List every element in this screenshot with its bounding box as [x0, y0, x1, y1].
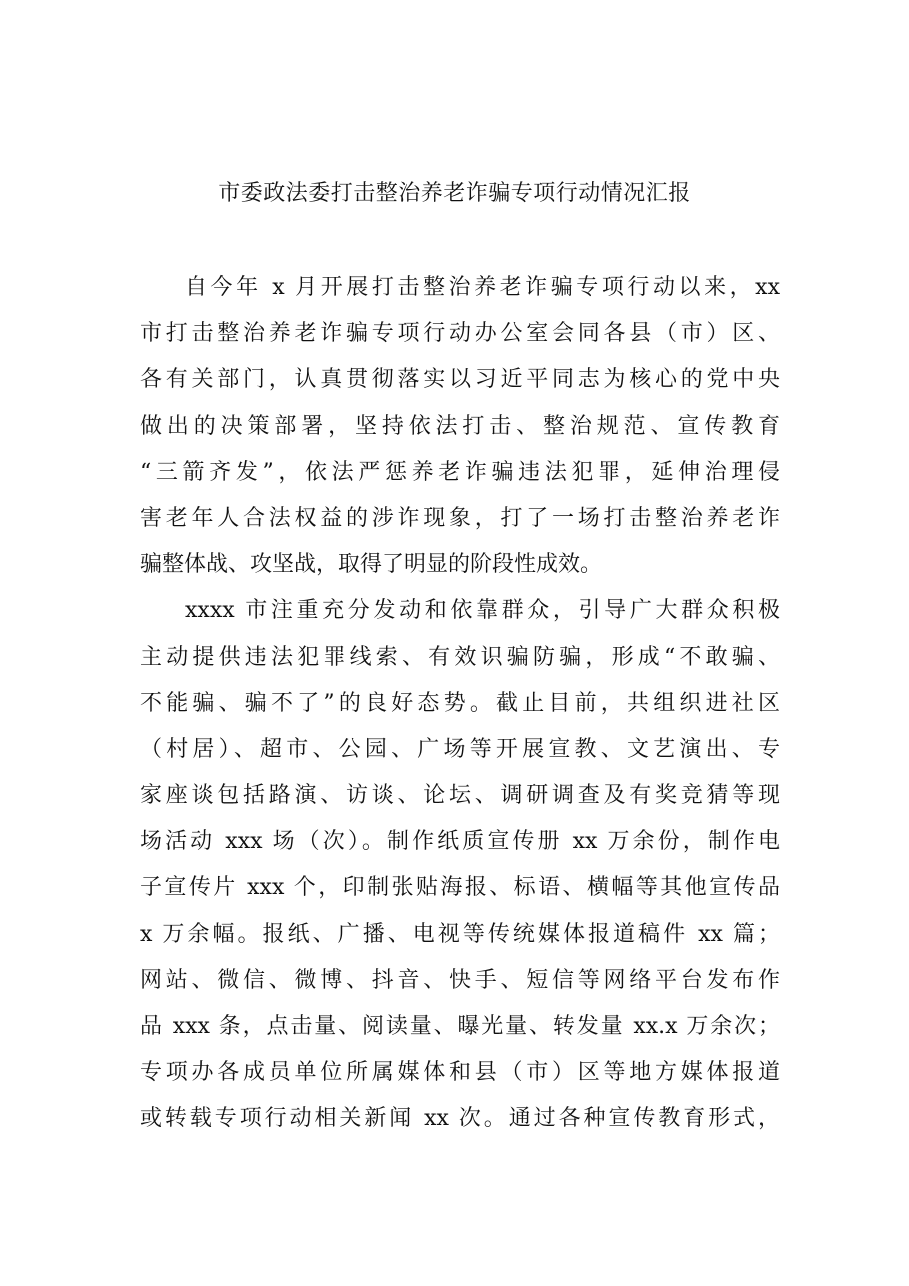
paragraph-1-line: 骗整体战、攻坚战，取得了明显的阶段性成效。	[140, 552, 603, 578]
paragraph-2-line: xxxx 市注重充分发动和依靠群众，引导广大群众积极	[185, 598, 780, 624]
paragraph-1-line: 市打击整治养老诈骗专项行动办公室会同各县（市）区、	[140, 321, 780, 347]
paragraph-2-line: 子宣传片 xxx 个，印制张贴海报、标语、横幅等其他宣传品	[140, 875, 780, 901]
paragraph-2-line: 网站、微信、微博、抖音、快手、短信等网络平台发布作	[140, 967, 780, 993]
paragraph-1-line: 害老年人合法权益的涉诈现象，打了一场打击整治养老诈	[140, 505, 780, 531]
paragraph-1-line: “三箭齐发”，依法严惩养老诈骗违法犯罪，延伸治理侵	[140, 459, 780, 485]
paragraph-2-line: 家座谈包括路演、访谈、论坛、调研调查及有奖竞猜等现	[140, 783, 780, 809]
document-title: 市委政法委打击整治养老诈骗专项行动情况汇报	[218, 181, 691, 206]
paragraph-2-line: 或转载专项行动相关新闻 xx 次。通过各种宣传教育形式，	[140, 1106, 780, 1132]
paragraph-2-line: 场活动 xxx 场（次）。制作纸质宣传册 xx 万余份，制作电	[140, 829, 780, 855]
paragraph-1-line: 各有关部门，认真贯彻落实以习近平同志为核心的党中央	[140, 367, 780, 393]
paragraph-1-line: 自今年 x 月开展打击整治养老诈骗专项行动以来，xx	[185, 275, 780, 300]
paragraph-2-line: 专项办各成员单位所属媒体和县（市）区等地方媒体报道	[140, 1060, 780, 1086]
paragraph-2-line: x 万余幅。报纸、广播、电视等传统媒体报道稿件 xx 篇；	[140, 921, 780, 947]
paragraph-2-line: 主动提供违法犯罪线索、有效识骗防骗，形成“不敢骗、	[140, 644, 780, 670]
paragraph-2-line: 不能骗、骗不了”的良好态势。截止目前，共组织进社区	[140, 690, 780, 716]
document-body	[140, 265, 780, 1143]
paragraph-2-line: （村居）、超市、公园、广场等开展宣教、文艺演出、专	[140, 736, 780, 762]
paragraph-1-line: 做出的决策部署，坚持依法打击、整治规范、宣传教育	[140, 413, 780, 439]
paragraph-2-line: 品 xxx 条，点击量、阅读量、曝光量、转发量 xx.x 万余次；	[140, 1014, 780, 1039]
